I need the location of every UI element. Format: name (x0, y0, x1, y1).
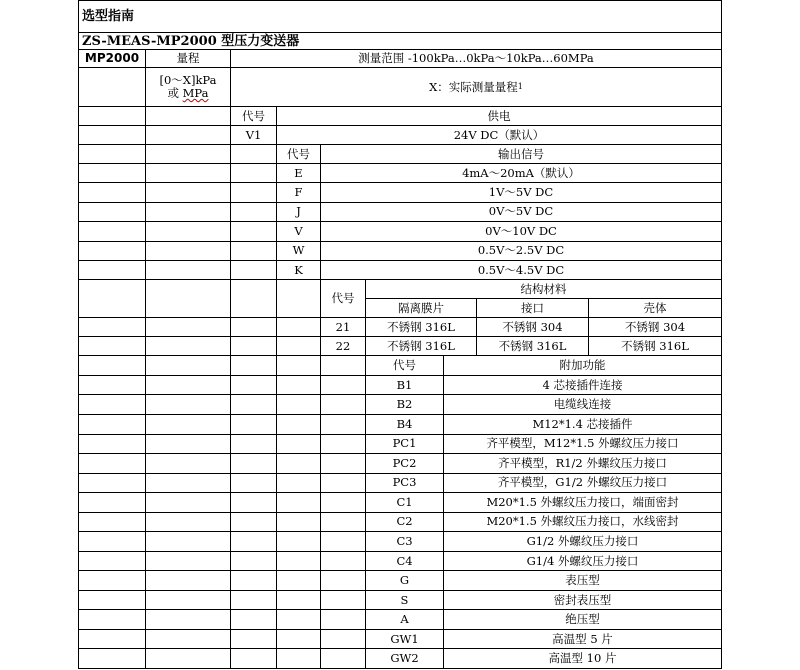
blank-cell (276, 492, 321, 513)
blank-cell (78, 375, 146, 396)
extra-desc: 齐平模型，M12*1.5 外螺纹压力接口 (443, 434, 722, 455)
blank-cell (145, 512, 231, 533)
blank-cell (78, 492, 146, 513)
extra-desc: 绝压型 (443, 609, 722, 630)
blank-cell (78, 414, 146, 435)
blank-cell (276, 570, 321, 591)
blank-cell (230, 434, 277, 455)
blank-cell (320, 434, 366, 455)
extra-code: B2 (365, 394, 444, 415)
blank-cell (145, 144, 231, 164)
blank-cell (78, 609, 146, 630)
blank-cell (145, 163, 231, 183)
extra-code: A (365, 609, 444, 630)
material-port: 不锈钢 316L (476, 336, 589, 356)
blank-cell (230, 163, 277, 183)
extra-desc: G1/4 外螺纹压力接口 (443, 551, 722, 572)
material-diaphragm: 不锈钢 316L (365, 336, 477, 356)
range-option-desc: X：实际测量量程 1 (230, 67, 722, 107)
blank-cell (276, 414, 321, 435)
extra-code: C3 (365, 531, 444, 552)
blank-cell (320, 531, 366, 552)
range-option-unit: MPa (182, 86, 209, 100)
material-code: 21 (320, 317, 366, 337)
blank-cell (230, 394, 277, 415)
blank-cell (320, 414, 366, 435)
blank-cell (145, 336, 231, 356)
extra-desc: 4 芯接插件连接 (443, 375, 722, 396)
blank-cell (320, 609, 366, 630)
blank-cell (230, 648, 277, 669)
blank-cell (276, 336, 321, 356)
blank-cell (78, 453, 146, 474)
output-header: 输出信号 (320, 144, 722, 164)
output-desc: 0V～5V DC (320, 202, 722, 222)
blank-cell (230, 375, 277, 396)
output-code: V (276, 221, 321, 241)
extra-desc: 齐平模型，G1/2 外螺纹压力接口 (443, 473, 722, 494)
blank-cell (145, 241, 231, 261)
blank-cell (78, 221, 146, 241)
blank-cell (230, 355, 277, 376)
blank-cell (145, 317, 231, 337)
blank-cell (320, 512, 366, 533)
range-option-prefix: 或 (167, 86, 183, 100)
blank-cell (230, 221, 277, 241)
extra-code: B4 (365, 414, 444, 435)
blank-cell (230, 570, 277, 591)
blank-cell (320, 492, 366, 513)
extra-code: C2 (365, 512, 444, 533)
blank-cell (145, 394, 231, 415)
blank-cell (145, 434, 231, 455)
blank-cell (145, 629, 231, 650)
extra-code: PC2 (365, 453, 444, 474)
blank-cell (276, 473, 321, 494)
blank-cell (230, 414, 277, 435)
blank-cell (230, 551, 277, 572)
selection-guide-table (78, 0, 722, 668)
extra-desc: 齐平模型，R1/2 外螺纹压力接口 (443, 453, 722, 474)
blank-cell (145, 551, 231, 572)
blank-cell (78, 144, 146, 164)
blank-cell (145, 648, 231, 669)
range-option-line2 (167, 87, 208, 100)
blank-cell (78, 336, 146, 356)
extra-desc: 高温型 10 片 (443, 648, 722, 669)
blank-cell (230, 241, 277, 261)
extra-desc: 高温型 5 片 (443, 629, 722, 650)
blank-cell (276, 648, 321, 669)
blank-cell (276, 512, 321, 533)
blank-cell (320, 648, 366, 669)
blank-cell (230, 629, 277, 650)
power-desc: 24V DC（默认） (276, 125, 722, 145)
extra-desc: M20*1.5 外螺纹压力接口，端面密封 (443, 492, 722, 513)
blank-cell (320, 551, 366, 572)
blank-cell (276, 590, 321, 611)
blank-cell (320, 355, 366, 376)
blank-cell (78, 182, 146, 202)
extra-code-header: 代号 (365, 355, 444, 376)
blank-cell (145, 260, 231, 280)
extra-code: C4 (365, 551, 444, 572)
blank-cell (78, 106, 146, 126)
blank-cell (145, 375, 231, 396)
blank-cell (320, 570, 366, 591)
blank-cell (276, 453, 321, 474)
blank-cell (78, 125, 146, 145)
blank-cell (320, 453, 366, 474)
blank-cell (78, 394, 146, 415)
extra-code: C1 (365, 492, 444, 513)
power-code-header: 代号 (230, 106, 277, 126)
blank-cell (78, 570, 146, 591)
extra-code: PC1 (365, 434, 444, 455)
blank-cell (145, 279, 231, 318)
blank-cell (320, 394, 366, 415)
blank-cell (230, 279, 277, 318)
blank-cell (78, 590, 146, 611)
extra-header: 附加功能 (443, 355, 722, 376)
material-housing: 不锈钢 304 (588, 317, 722, 337)
blank-cell (230, 182, 277, 202)
blank-cell (78, 512, 146, 533)
material-diaphragm: 不锈钢 316L (365, 317, 477, 337)
extra-desc: M12*1.4 芯接插件 (443, 414, 722, 435)
material-housing: 不锈钢 316L (588, 336, 722, 356)
product-title: ZS-MEAS-MP2000 型压力变送器 (78, 32, 722, 50)
blank-cell (78, 531, 146, 552)
blank-cell (320, 375, 366, 396)
blank-cell (78, 355, 146, 376)
blank-cell (145, 492, 231, 513)
blank-cell (230, 590, 277, 611)
extra-desc: 密封表压型 (443, 590, 722, 611)
blank-cell (276, 375, 321, 396)
extra-code: G (365, 570, 444, 591)
blank-cell (230, 144, 277, 164)
blank-cell (320, 629, 366, 650)
blank-cell (78, 648, 146, 669)
material-subheader-housing: 壳体 (588, 298, 722, 318)
blank-cell (78, 473, 146, 494)
blank-cell (230, 336, 277, 356)
blank-cell (320, 590, 366, 611)
output-code: E (276, 163, 321, 183)
blank-cell (230, 473, 277, 494)
blank-cell (145, 202, 231, 222)
blank-cell (145, 221, 231, 241)
blank-cell (145, 414, 231, 435)
extra-desc: 表压型 (443, 570, 722, 591)
blank-cell (78, 317, 146, 337)
blank-cell (145, 125, 231, 145)
blank-cell (276, 317, 321, 337)
blank-cell (230, 202, 277, 222)
blank-cell (230, 609, 277, 630)
range-label: 量程 (145, 49, 231, 68)
extra-desc: 电缆线连接 (443, 394, 722, 415)
blank-cell (145, 590, 231, 611)
blank-cell (145, 182, 231, 202)
blank-cell (145, 453, 231, 474)
material-code: 22 (320, 336, 366, 356)
output-desc: 0.5V～4.5V DC (320, 260, 722, 280)
extra-code: S (365, 590, 444, 611)
model-code: MP2000 (78, 49, 146, 68)
material-code-header: 代号 (320, 279, 366, 318)
range-option-line1: [0～X]kPa (159, 73, 217, 87)
blank-cell (145, 106, 231, 126)
blank-cell (276, 609, 321, 630)
blank-cell (276, 629, 321, 650)
blank-cell (145, 609, 231, 630)
blank-cell (276, 355, 321, 376)
power-code: V1 (230, 125, 277, 145)
blank-cell (78, 279, 146, 318)
section-title: 选型指南 (78, 0, 722, 33)
blank-cell (276, 394, 321, 415)
extra-code: GW1 (365, 629, 444, 650)
range-option-desc-text: X：实际测量量程 (429, 79, 518, 94)
output-desc: 0.5V～2.5V DC (320, 241, 722, 261)
extra-code: GW2 (365, 648, 444, 669)
blank-cell (230, 317, 277, 337)
extra-code: PC3 (365, 473, 444, 494)
output-desc: 1V～5V DC (320, 182, 722, 202)
blank-cell (145, 473, 231, 494)
output-desc: 4mA～20mA（默认） (320, 163, 722, 183)
output-code: F (276, 182, 321, 202)
output-desc: 0V～10V DC (320, 221, 722, 241)
output-code-header: 代号 (276, 144, 321, 164)
blank-cell (230, 512, 277, 533)
blank-cell (78, 67, 146, 107)
blank-cell (78, 260, 146, 280)
range-option (145, 67, 231, 107)
blank-cell (78, 629, 146, 650)
blank-cell (230, 453, 277, 474)
output-code: J (276, 202, 321, 222)
extra-code: B1 (365, 375, 444, 396)
extra-desc: M20*1.5 外螺纹压力接口，水线密封 (443, 512, 722, 533)
output-code: W (276, 241, 321, 261)
range-desc: 测量范围 -100kPa…0kPa～10kPa…60MPa (230, 49, 722, 68)
blank-cell (276, 551, 321, 572)
blank-cell (78, 241, 146, 261)
blank-cell (145, 531, 231, 552)
blank-cell (230, 531, 277, 552)
extra-desc: G1/2 外螺纹压力接口 (443, 531, 722, 552)
blank-cell (78, 434, 146, 455)
blank-cell (276, 434, 321, 455)
blank-cell (78, 202, 146, 222)
material-header: 结构材料 (365, 279, 722, 299)
blank-cell (145, 355, 231, 376)
power-header: 供电 (276, 106, 722, 126)
blank-cell (145, 570, 231, 591)
blank-cell (78, 551, 146, 572)
output-code: K (276, 260, 321, 280)
blank-cell (230, 260, 277, 280)
material-port: 不锈钢 304 (476, 317, 589, 337)
material-subheader-diaphragm: 隔离膜片 (365, 298, 477, 318)
blank-cell (276, 279, 321, 318)
blank-cell (320, 473, 366, 494)
blank-cell (78, 163, 146, 183)
material-subheader-port: 接口 (476, 298, 589, 318)
blank-cell (276, 531, 321, 552)
blank-cell (230, 492, 277, 513)
